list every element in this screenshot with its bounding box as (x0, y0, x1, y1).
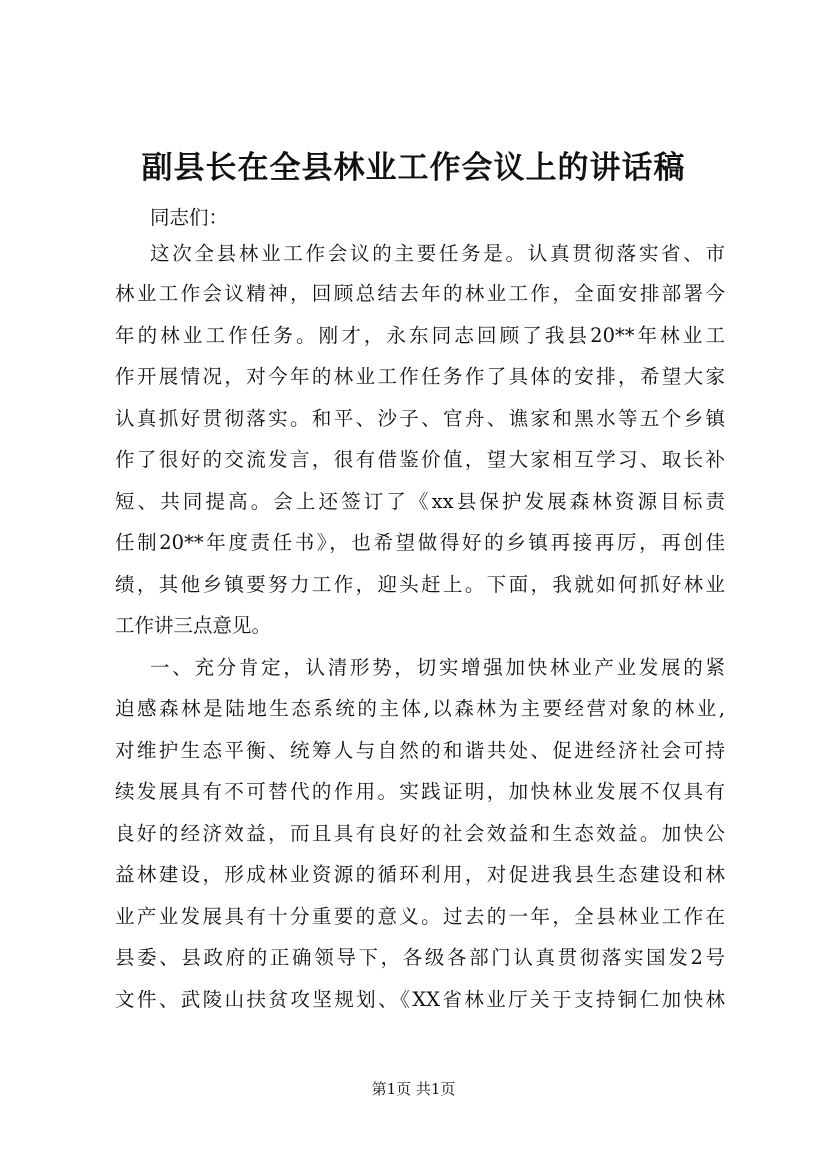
document-title: 副县长在全县林业工作会议上的讲话稿 (141, 150, 686, 186)
paragraph-1-line-7: 短、共同提高。会上还签订了《xx县保护发展森林资源目标责 (115, 490, 725, 513)
paragraph-2-line-6: 益林建设，形成林业资源的循环利用，对促进我县生态建设和林 (115, 863, 725, 886)
paragraph-2-line-8: 县委、县政府的正确领导下，各级各部门认真贯彻落实国发2号 (115, 946, 725, 969)
salutation: 同志们： (150, 206, 229, 229)
paragraph-2-line-4: 续发展具有不可替代的作用。实践证明，加快林业发展不仅具有 (115, 780, 725, 803)
page-footer: 第1页 共1页 (371, 1080, 456, 1098)
paragraph-2-line-9: 文件、武陵山扶贫攻坚规划、《XX省林业厅关于支持铜仁加快林 (115, 988, 725, 1011)
paragraph-1-line-8: 任制20**年度责任书》，也希望做得好的乡镇再接再厉，再创佳 (115, 531, 725, 554)
paragraph-1-line-10: 工作讲三点意见。 (115, 614, 272, 637)
paragraph-2-line-7: 业产业发展具有十分重要的意义。过去的一年，全县林业工作在 (115, 905, 725, 928)
paragraph-1-line-5: 认真抓好贯彻落实。和平、沙子、官舟、谯家和黑水等五个乡镇 (115, 407, 725, 430)
paragraph-2-line-1: 一、充分肯定，认清形势，切实增强加快林业产业发展的紧 (150, 656, 725, 679)
paragraph-2-line-2: 迫感森林是陆地生态系统的主体,以森林为主要经营对象的林业, (115, 697, 725, 720)
paragraph-1-line-9: 绩，其他乡镇要努力工作，迎头赶上。下面，我就如何抓好林业 (115, 573, 725, 596)
paragraph-1-line-6: 作了很好的交流发言，很有借鉴价值，望大家相互学习、取长补 (115, 448, 725, 471)
paragraph-1-line-1: 这次全县林业工作会议的主要任务是。认真贯彻落实省、市 (150, 242, 725, 265)
paragraph-1-line-2: 林业工作会议精神，回顾总结去年的林业工作，全面安排部署今 (115, 282, 725, 305)
paragraph-2-line-5: 良好的经济效益，而且具有良好的社会效益和生态效益。加快公 (115, 822, 725, 845)
paragraph-2-line-3: 对维护生态平衡、统筹人与自然的和谐共处、促进经济社会可持 (115, 739, 725, 762)
paragraph-1-line-4: 作开展情况，对今年的林业工作任务作了具体的安排，希望大家 (115, 365, 725, 388)
paragraph-1-line-3: 年的林业工作任务。刚才，永东同志回顾了我县20**年林业工 (115, 324, 725, 347)
